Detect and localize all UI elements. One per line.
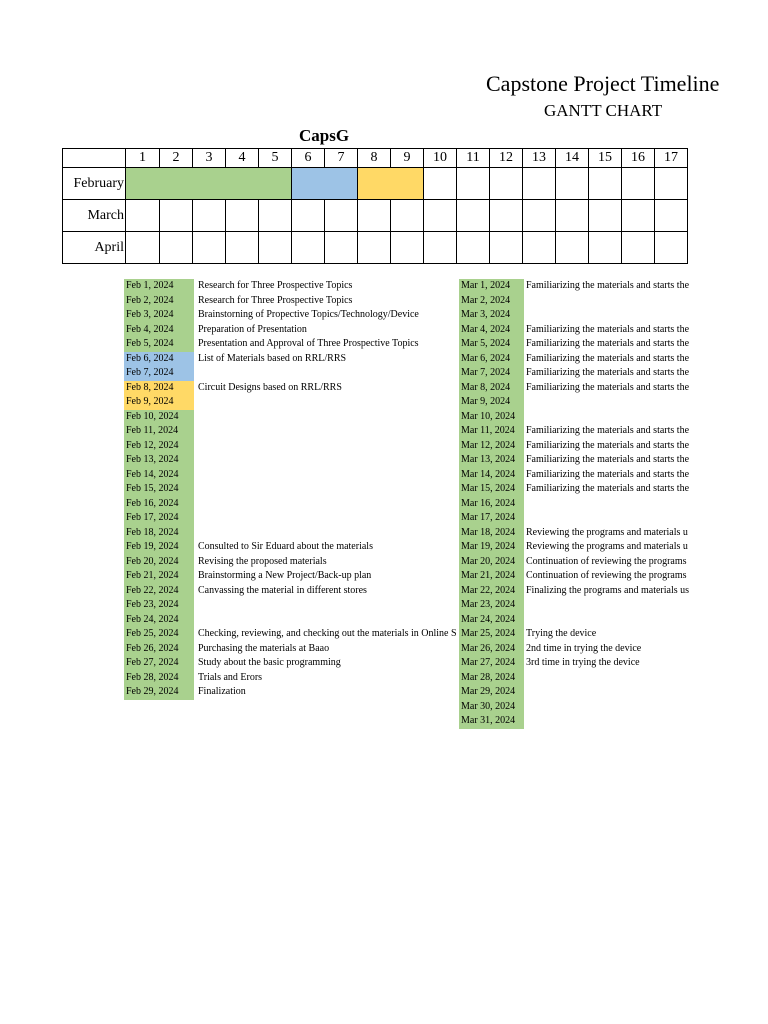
gantt-month-row [63, 168, 688, 200]
gantt-cell [292, 232, 325, 264]
gantt-month-row [63, 232, 688, 264]
gantt-cell [655, 232, 688, 264]
gantt-bar [358, 168, 424, 200]
gantt-cell [523, 232, 556, 264]
gantt-cell [358, 200, 391, 232]
log-date: Mar 16, 2024 [459, 497, 524, 512]
gantt-day-header: 8 [358, 149, 391, 168]
log-date: Feb 14, 2024 [124, 468, 194, 483]
log-activity: Familiarizing the materials and starts the [526, 280, 690, 291]
log-date: Mar 11, 2024 [459, 424, 524, 439]
log-activity: Research for Three Prospective Topics [198, 280, 353, 291]
log-activity: Familiarizing the materials and starts the [526, 352, 690, 364]
gantt-day-header: 5 [259, 149, 292, 168]
log-activity: Purchasing the materials at Baao [198, 642, 330, 654]
gantt-day-header: 6 [292, 149, 325, 168]
log-date: Feb 2, 2024 [124, 294, 194, 309]
log-activity: List of Materials based on RRL/RRS [198, 352, 347, 364]
log-activity: Familiarizing the materials and starts the [526, 483, 690, 494]
gantt-cell [589, 200, 622, 232]
log-date: Mar 6, 2024 [459, 352, 524, 367]
log-date: Mar 4, 2024 [459, 323, 524, 338]
gantt-cell [259, 232, 292, 264]
log-date: Feb 3, 2024 [124, 308, 194, 323]
log-activity: Presentation and Approval of Three Prospective Topics [198, 338, 419, 349]
log-activity: Finalizing the programs and materials us [526, 584, 690, 596]
gantt-day-header: 11 [457, 149, 490, 168]
log-date: Feb 6, 2024 [124, 352, 194, 367]
gantt-cell [193, 232, 226, 264]
log-date: Feb 20, 2024 [124, 555, 194, 570]
log-date: Mar 28, 2024 [459, 671, 524, 686]
team-name: CapsG [299, 126, 350, 145]
log-date: Feb 4, 2024 [124, 323, 194, 338]
gantt-cell [655, 200, 688, 232]
gantt-cell [126, 200, 160, 232]
gantt-month-label: March [63, 200, 126, 232]
log-date: Mar 15, 2024 [459, 482, 524, 497]
gantt-day-header: 2 [160, 149, 193, 168]
log-date: Mar 26, 2024 [459, 642, 524, 657]
gantt-day-header: 17 [655, 149, 688, 168]
gantt-cell [490, 200, 523, 232]
log-activity: Trials and Erors [198, 671, 263, 683]
gantt-day-header: 14 [556, 149, 589, 168]
gantt-day-header: 10 [424, 149, 457, 168]
log-date: Mar 5, 2024 [459, 337, 524, 352]
log-date: Mar 1, 2024 [459, 279, 524, 294]
log-date: Mar 30, 2024 [459, 700, 524, 715]
log-date: Feb 24, 2024 [124, 613, 194, 628]
log-date: Feb 21, 2024 [124, 569, 194, 584]
gantt-month-label: April [63, 232, 126, 264]
gantt-cell [160, 200, 193, 232]
gantt-cell [325, 232, 358, 264]
log-activity: Checking, reviewing, and checking out the materials in Online S [198, 628, 457, 639]
gantt-month-label: February [63, 168, 126, 200]
gantt-day-header: 12 [490, 149, 523, 168]
log-date: Mar 14, 2024 [459, 468, 524, 483]
log-date: Mar 7, 2024 [459, 366, 524, 381]
log-date: Mar 2, 2024 [459, 294, 524, 309]
log-date: Mar 27, 2024 [459, 656, 524, 671]
log-activity: Continuation of reviewing the programs [526, 555, 687, 567]
log-date: Feb 28, 2024 [124, 671, 194, 686]
gantt-cell [424, 232, 457, 264]
gantt-cell [391, 232, 424, 264]
gantt-cell [292, 200, 325, 232]
gantt-cell [424, 168, 457, 200]
gantt-day-header: 3 [193, 149, 226, 168]
gantt-chart [62, 148, 688, 264]
gantt-day-header: 9 [391, 149, 424, 168]
log-date: Feb 17, 2024 [124, 511, 194, 526]
gantt-day-header: 13 [523, 149, 556, 168]
log-date: Mar 23, 2024 [459, 598, 524, 613]
gantt-cell [490, 168, 523, 200]
log-activity: Familiarizing the materials and starts the [526, 425, 690, 436]
log-activity: 3rd time in trying the device [526, 657, 640, 668]
gantt-day-header: 15 [589, 149, 622, 168]
gantt-cell [556, 200, 589, 232]
log-date: Mar 18, 2024 [459, 526, 524, 541]
log-activity: Circuit Designs based on RRL/RRS [198, 381, 342, 393]
log-activity: Familiarizing the materials and starts the [526, 439, 690, 451]
gantt-day-header: 16 [622, 149, 655, 168]
log-date: Mar 22, 2024 [459, 584, 524, 599]
log-date: Mar 13, 2024 [459, 453, 524, 468]
gantt-cell [622, 200, 655, 232]
log-date: Feb 7, 2024 [124, 366, 194, 381]
gantt-cell [622, 232, 655, 264]
gantt-cell [391, 200, 424, 232]
log-activity: 2nd time in trying the device [526, 642, 642, 654]
gantt-corner-cell [63, 149, 126, 168]
gantt-day-header: 4 [226, 149, 259, 168]
gantt-cell [259, 200, 292, 232]
log-date: Feb 23, 2024 [124, 598, 194, 613]
log-date: Mar 21, 2024 [459, 569, 524, 584]
log-activity: Familiarizing the materials and starts the [526, 367, 690, 378]
log-date: Feb 19, 2024 [124, 540, 194, 555]
log-date: Feb 8, 2024 [124, 381, 194, 396]
log-activity: Preparation of Presentation [198, 323, 307, 335]
log-activity: Brainstorming a New Project/Back-up plan [198, 570, 372, 581]
log-date: Feb 12, 2024 [124, 439, 194, 454]
log-date: Feb 26, 2024 [124, 642, 194, 657]
log-activity: Familiarizing the materials and starts the [526, 454, 690, 465]
gantt-cell [193, 200, 226, 232]
log-activity: Revising the proposed materials [198, 555, 327, 567]
gantt-bar [126, 168, 292, 200]
log-date: Mar 8, 2024 [459, 381, 524, 396]
log-activity: Consulted to Sir Eduard about the materials [198, 541, 373, 552]
gantt-cell [457, 232, 490, 264]
log-activity: Brainstorning of Propective Topics/Technology/Device [198, 309, 419, 320]
gantt-cell [556, 232, 589, 264]
gantt-cell [160, 232, 193, 264]
gantt-cell [655, 168, 688, 200]
log-date: Feb 1, 2024 [124, 279, 194, 294]
log-date: Feb 13, 2024 [124, 453, 194, 468]
gantt-cell [490, 232, 523, 264]
log-date: Feb 25, 2024 [124, 627, 194, 642]
log-date: Mar 24, 2024 [459, 613, 524, 628]
log-date: Feb 10, 2024 [124, 410, 194, 425]
gantt-day-header: 7 [325, 149, 358, 168]
gantt-cell [226, 200, 259, 232]
gantt-cell [556, 168, 589, 200]
log-date: Feb 22, 2024 [124, 584, 194, 599]
log-date: Mar 20, 2024 [459, 555, 524, 570]
log-date: Mar 31, 2024 [459, 714, 524, 729]
page-subtitle: GANTT CHART [544, 101, 663, 120]
log-activity: Familiarizing the materials and starts the [526, 468, 690, 480]
log-activity: Reviewing the programs and materials u [526, 526, 688, 538]
log-activity: Canvassing the material in different stores [198, 584, 367, 596]
log-date: Feb 9, 2024 [124, 395, 194, 410]
gantt-cell [126, 232, 160, 264]
gantt-cell [523, 168, 556, 200]
log-activity: Continuation of reviewing the programs [526, 570, 687, 581]
log-activity: Reviewing the programs and materials u [526, 541, 688, 552]
gantt-cell [589, 232, 622, 264]
log-date: Feb 16, 2024 [124, 497, 194, 512]
gantt-cell [457, 168, 490, 200]
log-date: Feb 15, 2024 [124, 482, 194, 497]
log-date: Mar 29, 2024 [459, 685, 524, 700]
log-date: Feb 5, 2024 [124, 337, 194, 352]
gantt-bar [292, 168, 358, 200]
gantt-cell [226, 232, 259, 264]
gantt-cell [457, 200, 490, 232]
log-activity: Finalization [198, 686, 246, 697]
gantt-cell [622, 168, 655, 200]
log-date: Mar 10, 2024 [459, 410, 524, 425]
log-date: Feb 29, 2024 [124, 685, 194, 700]
gantt-cell [358, 232, 391, 264]
log-activity: Research for Three Prospective Topics [198, 294, 353, 306]
log-date: Feb 27, 2024 [124, 656, 194, 671]
gantt-day-header: 1 [126, 149, 160, 168]
log-date: Mar 12, 2024 [459, 439, 524, 454]
gantt-cell [424, 200, 457, 232]
gantt-month-row [63, 200, 688, 232]
gantt-cell [523, 200, 556, 232]
log-activity: Familiarizing the materials and starts the [526, 381, 690, 393]
log-date: Mar 9, 2024 [459, 395, 524, 410]
log-date: Mar 3, 2024 [459, 308, 524, 323]
gantt-cell [589, 168, 622, 200]
log-activity: Familiarizing the materials and starts the [526, 323, 690, 335]
log-date: Mar 17, 2024 [459, 511, 524, 526]
page-title: Capstone Project Timeline [486, 71, 720, 96]
gantt-cell [325, 200, 358, 232]
log-date: Feb 11, 2024 [124, 424, 194, 439]
log-activity: Study about the basic programming [198, 657, 341, 668]
log-activity: Trying the device [526, 628, 597, 639]
log-date: Mar 19, 2024 [459, 540, 524, 555]
log-date: Mar 25, 2024 [459, 627, 524, 642]
log-date: Feb 18, 2024 [124, 526, 194, 541]
log-activity: Familiarizing the materials and starts the [526, 338, 690, 349]
